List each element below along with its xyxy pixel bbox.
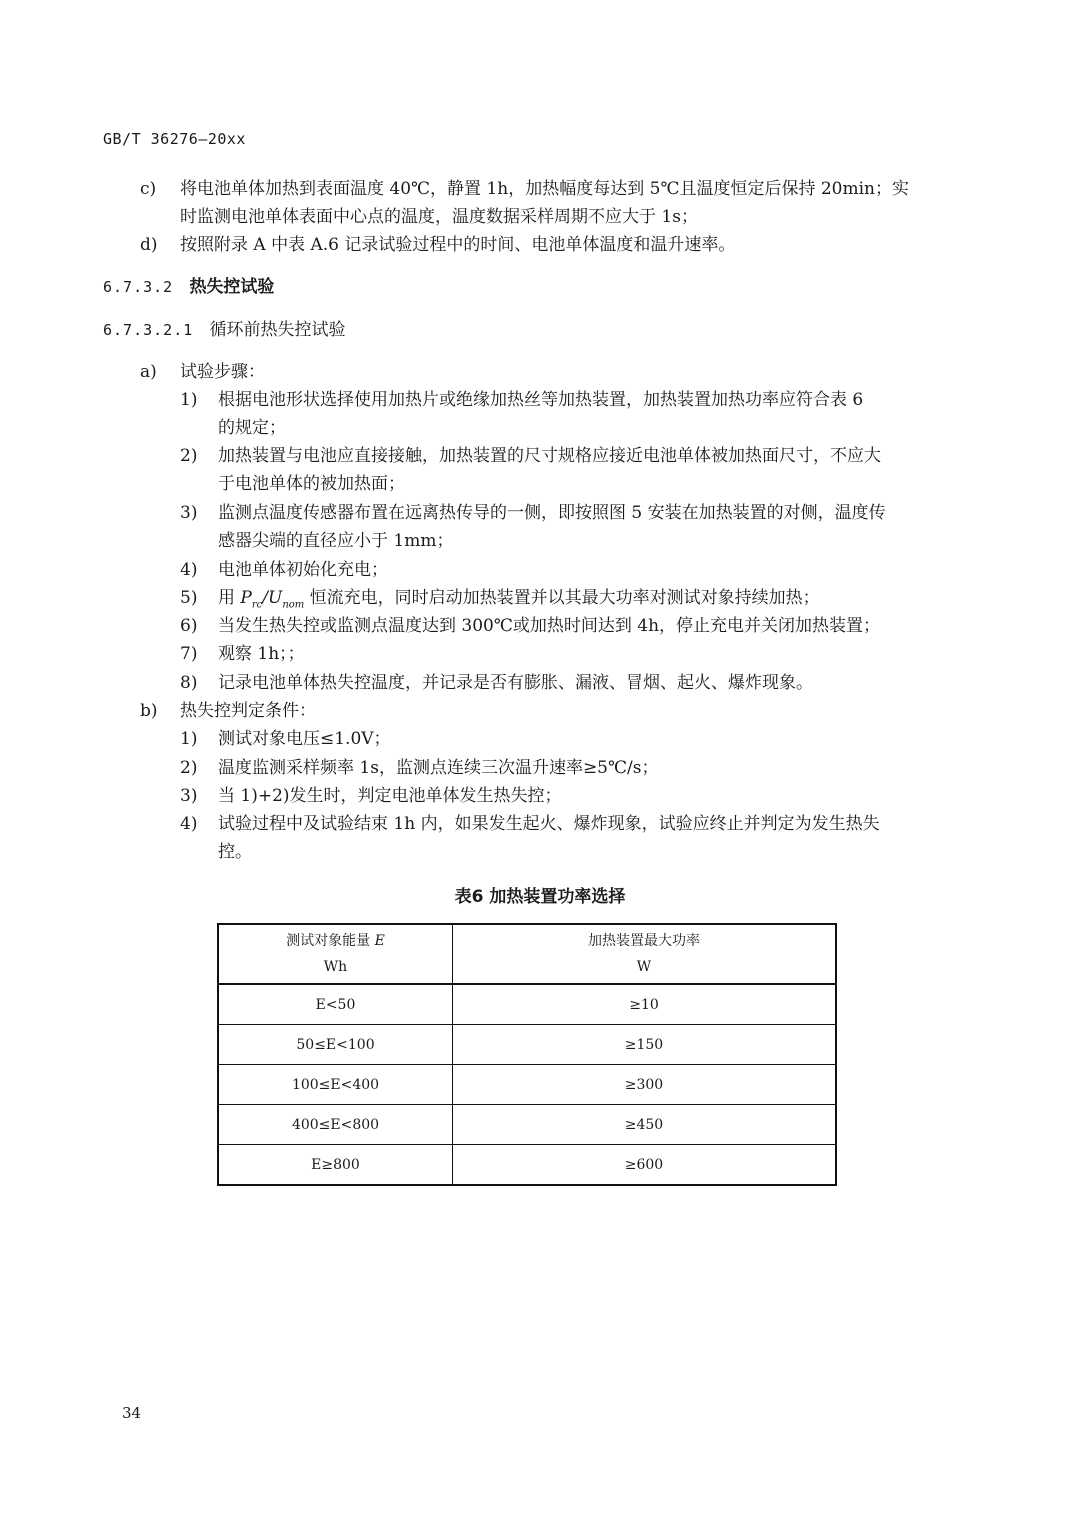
header-energy-label: 测试对象能量 — [286, 933, 371, 949]
step-b2-line-1: 温度监测采样频率 1s，监测点连续三次温升速率≥5℃/s； — [218, 758, 659, 778]
step-a5-var-p-sub: rc — [251, 599, 263, 611]
item-marker-d: d) — [140, 235, 158, 255]
header-energy — [218, 924, 453, 984]
energy-cell: 400≤E<800 — [218, 1105, 453, 1145]
item-c-line-1: 将电池单体加热到表面温度 40℃，静置 1h，加热幅度每达到 5℃且温度恒定后保持 20min；实 — [180, 179, 909, 199]
step-a4-number: 4) — [180, 560, 198, 580]
power-cell: ≥450 — [453, 1105, 837, 1145]
table-row — [218, 1145, 836, 1186]
header-power — [453, 924, 837, 984]
energy-cell: E<50 — [218, 984, 453, 1025]
power-cell: ≥10 — [453, 984, 837, 1025]
step-a5-prefix: 用 — [218, 588, 235, 608]
table-caption: 表6 加热装置功率选择 — [454, 887, 626, 907]
item-c-line-2: 时监测电池单体表面中心点的温度，温度数据采样周期不应大于 1s； — [180, 207, 698, 227]
step-b2-number: 2) — [180, 758, 198, 778]
section-number: 6.7.3.2 — [103, 278, 174, 296]
step-a3-line-2: 感器尖端的直径应小于 1mm； — [218, 531, 454, 551]
page-number: 34 — [122, 1404, 142, 1422]
group-b-title: 热失控判定条件： — [180, 701, 316, 721]
step-a5-var-u-sub: nom — [282, 599, 305, 611]
step-b4-line-1: 试验过程中及试验结束 1h 内，如果发生起火、爆炸现象，试验应终止并判定为发生热失 — [218, 814, 880, 834]
step-a3-number: 3) — [180, 503, 198, 523]
step-a2-line-1: 加热装置与电池应直接接触，加热装置的尺寸规格应接近电池单体被加热面尺寸，不应大 — [218, 446, 881, 466]
step-a5-var-u: /U — [262, 588, 283, 608]
step-b3-line-1: 当 1)+2)发生时，判定电池单体发生热失控； — [218, 786, 562, 806]
table-header-row — [218, 924, 836, 984]
step-a8-number: 8) — [180, 673, 198, 693]
step-a1-number: 1) — [180, 390, 198, 410]
table-row — [218, 1105, 836, 1145]
item-marker-c: c) — [140, 179, 157, 199]
step-a7-line-1: 观察 1h；； — [218, 644, 305, 664]
subsection-title: 循环前热失控试验 — [209, 320, 346, 340]
item-d-line-1: 按照附录 A 中表 A.6 记录试验过程中的时间、电池单体温度和温升速率。 — [180, 235, 736, 255]
header-energy-unit: Wh — [323, 959, 348, 975]
header-power-unit: W — [636, 959, 652, 975]
step-a7-number: 7) — [180, 644, 198, 664]
step-b3-number: 3) — [180, 786, 198, 806]
step-a2-line-2: 于电池单体的被加热面； — [218, 474, 405, 494]
step-a4-line-1: 电池单体初始化充电； — [218, 560, 388, 580]
energy-cell: 100≤E<400 — [218, 1065, 453, 1105]
table-row — [218, 1065, 836, 1105]
step-b4-line-2: 控。 — [218, 842, 252, 862]
energy-cell: 50≤E<100 — [218, 1025, 453, 1065]
header-power-label: 加热装置最大功率 — [588, 933, 700, 949]
step-a5-number: 5) — [180, 588, 198, 608]
subsection-heading — [103, 316, 346, 344]
subsection-number: 6.7.3.2.1 — [103, 321, 194, 339]
table-row — [218, 984, 836, 1025]
step-a5-text: 恒流充电，同时启动加热装置并以其最大功率对测试对象持续加热； — [309, 588, 820, 608]
step-a1-line-2: 的规定； — [218, 418, 286, 438]
step-a2-number: 2) — [180, 446, 198, 466]
power-selection-table — [217, 923, 837, 1186]
step-a6-number: 6) — [180, 616, 198, 636]
step-a3-line-1: 监测点温度传感器布置在远离热传导的一侧，即按照图 5 安装在加热装置的对侧，温度传 — [218, 503, 886, 523]
header-energy-var: E — [374, 933, 385, 949]
step-a5-var-p: P — [240, 588, 252, 608]
energy-cell: E≥800 — [218, 1145, 453, 1186]
section-heading — [103, 273, 274, 301]
group-b-marker: b) — [140, 701, 158, 721]
step-b4-number: 4) — [180, 814, 198, 834]
power-cell: ≥600 — [453, 1145, 837, 1186]
step-a6-line-1: 当发生热失控或监测点温度达到 300℃或加热时间达到 4h，停止充电并关闭加热装置； — [218, 616, 881, 636]
document-header: GB/T 36276—20xx — [103, 130, 246, 148]
power-cell: ≥150 — [453, 1025, 837, 1065]
group-a-title: 试验步骤： — [180, 362, 265, 382]
power-cell: ≥300 — [453, 1065, 837, 1105]
step-a1-line-1: 根据电池形状选择使用加热片或绝缘加热丝等加热装置，加热装置加热功率应符合表 6 — [218, 390, 864, 410]
step-b1-number: 1) — [180, 729, 198, 749]
step-b1-line-1: 测试对象电压≤1.0V； — [218, 729, 391, 749]
section-title: 热失控试验 — [189, 277, 275, 297]
step-a8-line-1: 记录电池单体热失控温度，并记录是否有膨胀、漏液、冒烟、起火、爆炸现象。 — [218, 673, 813, 693]
group-a-marker: a) — [140, 362, 157, 382]
table-row — [218, 1025, 836, 1065]
